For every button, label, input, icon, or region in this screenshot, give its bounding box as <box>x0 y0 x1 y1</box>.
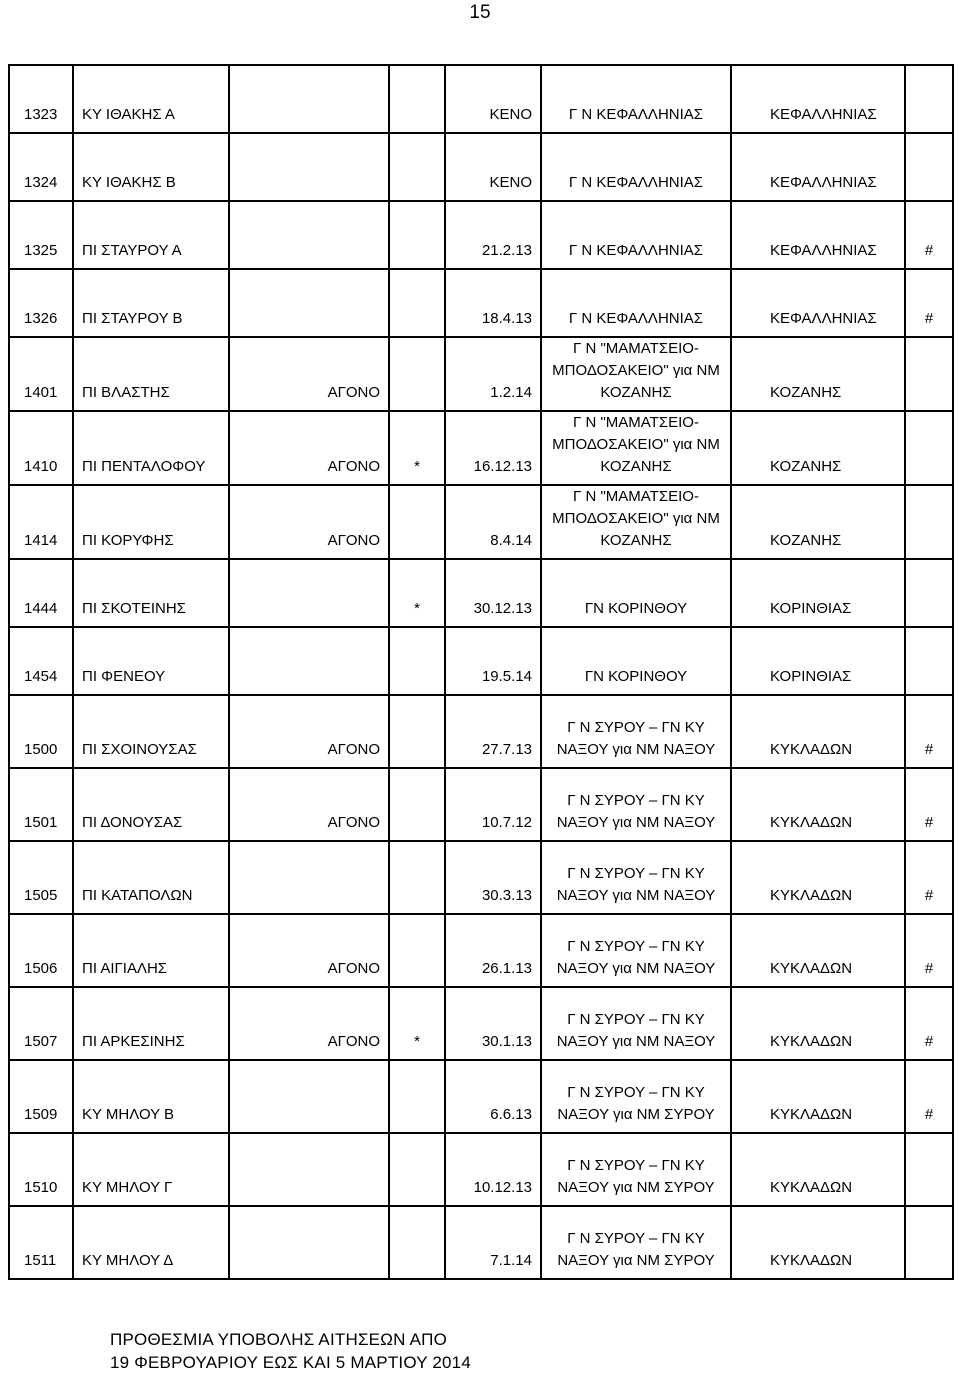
prefecture: ΚΥΚΛΑΔΩΝ <box>770 960 853 977</box>
hash-flag-cell <box>905 627 953 695</box>
vacancy-date-cell <box>445 269 541 337</box>
deadline-line-1: ΠΡΟΘΕΣΜΙΑ ΥΠΟΒΟΛΗΣ ΑΙΤΗΣΕΩΝ ΑΠΟ <box>110 1330 448 1349</box>
agono-flag: ΑΓΟΝΟ <box>327 384 380 401</box>
post-code-cell <box>9 65 73 133</box>
agono-flag-cell <box>229 914 389 987</box>
agono-flag-cell <box>229 627 389 695</box>
star-flag-cell <box>389 269 445 337</box>
hospital-name-cell <box>541 987 731 1060</box>
post-code-cell <box>9 914 73 987</box>
hash-flag <box>906 404 952 410</box>
hospital-name: ΓΝ ΚΟΡΙΝΘΟΥ <box>584 668 688 685</box>
prefecture: ΚΟΖΑΝΗΣ <box>770 532 842 549</box>
prefecture-cell <box>731 695 905 768</box>
table-row <box>9 768 953 841</box>
hash-flag-cell <box>905 65 953 133</box>
post-name-cell <box>73 914 229 987</box>
post-name-cell <box>73 201 229 269</box>
post-name: ΠΙ ΚΟΡΥΦΗΣ <box>82 532 174 549</box>
star-flag <box>390 1272 444 1278</box>
hospital-name: Γ Ν ΣΥΡΟΥ – ΓΝ ΚΥ ΝΑΞΟΥ για ΝΜ ΝΑΞΟΥ <box>556 1011 716 1050</box>
vacancy-date-cell <box>445 1060 541 1133</box>
agono-flag-cell <box>229 695 389 768</box>
post-code-cell <box>9 768 73 841</box>
star-flag <box>390 552 444 558</box>
hash-flag: # <box>924 887 934 904</box>
table-row <box>9 337 953 411</box>
hospital-name: Γ Ν ΚΕΦΑΛΛΗΝΙΑΣ <box>568 174 704 191</box>
hash-flag <box>906 552 952 558</box>
post-code: 1501 <box>24 814 58 831</box>
vacancy-date: 10.7.12 <box>481 814 532 831</box>
prefecture: ΚΕΦΑΛΛΗΝΙΑΣ <box>770 310 877 327</box>
agono-flag: ΑΓΟΝΟ <box>327 1033 380 1050</box>
hospital-name-cell <box>541 1206 731 1279</box>
hash-flag <box>906 688 952 694</box>
vacancy-date: 7.1.14 <box>490 1252 532 1269</box>
vacancy-date-cell <box>445 411 541 485</box>
hash-flag: # <box>924 814 934 831</box>
hospital-name: Γ Ν ΚΕΦΑΛΛΗΝΙΑΣ <box>568 310 704 327</box>
star-flag-cell <box>389 133 445 201</box>
hospital-name: Γ Ν "ΜΑΜΑΤΣΕΙΟ-ΜΠΟΔΟΣΑΚΕΙΟ" για ΝΜ ΚΟΖΑΝΗΣ <box>552 340 720 401</box>
star-flag <box>390 1199 444 1205</box>
hash-flag <box>906 620 952 626</box>
agono-flag: ΑΓΟΝΟ <box>327 814 380 831</box>
prefecture-cell <box>731 1133 905 1206</box>
agono-flag <box>230 620 388 626</box>
hospital-name-cell <box>541 695 731 768</box>
prefecture: ΚΥΚΛΑΔΩΝ <box>770 1033 853 1050</box>
agono-flag: ΑΓΟΝΟ <box>327 458 380 475</box>
vacancy-date: ΚΕΝΟ <box>489 106 532 123</box>
post-name: ΠΙ ΔΟΝΟΥΣΑΣ <box>82 814 183 831</box>
vacancy-date-cell <box>445 841 541 914</box>
vacancy-date-cell <box>445 914 541 987</box>
hash-flag-cell <box>905 768 953 841</box>
table-row <box>9 627 953 695</box>
hospital-name-cell <box>541 411 731 485</box>
agono-flag-cell <box>229 201 389 269</box>
prefecture-cell <box>731 1206 905 1279</box>
vacancy-date-cell <box>445 768 541 841</box>
hash-flag-cell <box>905 987 953 1060</box>
hospital-name-cell <box>541 65 731 133</box>
post-name-cell <box>73 987 229 1060</box>
post-code-cell <box>9 627 73 695</box>
vacancy-date-cell <box>445 559 541 627</box>
vacancy-date: ΚΕΝΟ <box>489 174 532 191</box>
agono-flag-cell <box>229 485 389 559</box>
prefecture: ΚΟΡΙΝΘΙΑΣ <box>770 600 852 617</box>
agono-flag-cell <box>229 559 389 627</box>
page-number: 15 <box>469 2 491 23</box>
prefecture: ΚΕΦΑΛΛΗΝΙΑΣ <box>770 242 877 259</box>
vacancy-date-cell <box>445 695 541 768</box>
hash-flag-cell <box>905 485 953 559</box>
prefecture: ΚΟΖΑΝΗΣ <box>770 458 842 475</box>
post-code-cell <box>9 485 73 559</box>
post-code-cell <box>9 1206 73 1279</box>
hospital-name: Γ Ν "ΜΑΜΑΤΣΕΙΟ-ΜΠΟΔΟΣΑΚΕΙΟ" για ΝΜ ΚΟΖΑΝΗΣ <box>552 488 720 549</box>
star-flag: * <box>414 600 420 617</box>
table-row <box>9 987 953 1060</box>
post-code-cell <box>9 201 73 269</box>
post-name: ΠΙ ΣΚΟΤΕΙΝΗΣ <box>82 600 186 617</box>
post-name-cell <box>73 768 229 841</box>
post-code: 1500 <box>24 741 58 758</box>
vacancy-date-cell <box>445 627 541 695</box>
hospital-name-cell <box>541 914 731 987</box>
prefecture: ΚΕΦΑΛΛΗΝΙΑΣ <box>770 106 877 123</box>
star-flag-cell <box>389 695 445 768</box>
prefecture-cell <box>731 269 905 337</box>
agono-flag-cell <box>229 768 389 841</box>
hospital-name: Γ Ν ΣΥΡΟΥ – ΓΝ ΚΥ ΝΑΞΟΥ για ΝΜ ΣΥΡΟΥ <box>557 1084 715 1123</box>
agono-flag-cell <box>229 269 389 337</box>
star-flag <box>390 688 444 694</box>
vacancy-date-cell <box>445 987 541 1060</box>
post-code: 1509 <box>24 1106 58 1123</box>
star-flag <box>390 330 444 336</box>
post-name: ΚΥ ΙΘΑΚΗΣ Β <box>82 174 176 191</box>
hash-flag-cell <box>905 841 953 914</box>
hash-flag: # <box>924 960 934 977</box>
vacancy-date: 1.2.14 <box>490 384 532 401</box>
vacancy-date: 10.12.13 <box>473 1179 532 1196</box>
vacancy-date: 8.4.14 <box>490 532 532 549</box>
table-row <box>9 914 953 987</box>
star-flag-cell <box>389 485 445 559</box>
star-flag-cell <box>389 1133 445 1206</box>
post-name-cell <box>73 269 229 337</box>
post-code-cell <box>9 337 73 411</box>
hospital-name-cell <box>541 1060 731 1133</box>
agono-flag: ΑΓΟΝΟ <box>327 532 380 549</box>
agono-flag: ΑΓΟΝΟ <box>327 741 380 758</box>
prefecture-cell <box>731 201 905 269</box>
table-row <box>9 269 953 337</box>
hospital-name-cell <box>541 337 731 411</box>
star-flag <box>390 761 444 767</box>
post-name: ΠΙ ΣΤΑΥΡΟΥ Α <box>82 242 182 259</box>
vacancy-date: 21.2.13 <box>481 242 532 259</box>
table-row <box>9 1206 953 1279</box>
prefecture-cell <box>731 337 905 411</box>
application-deadline-note <box>110 1328 471 1374</box>
hash-flag <box>906 478 952 484</box>
hospital-name-cell <box>541 485 731 559</box>
vacancy-date-cell <box>445 65 541 133</box>
agono-flag-cell <box>229 987 389 1060</box>
vacancy-date: 27.7.13 <box>481 741 532 758</box>
hospital-name-cell <box>541 559 731 627</box>
post-code-cell <box>9 269 73 337</box>
hospital-name-cell <box>541 768 731 841</box>
table-row <box>9 695 953 768</box>
hash-flag <box>906 194 952 200</box>
vacancy-date: 16.12.13 <box>473 458 532 475</box>
agono-flag-cell <box>229 841 389 914</box>
star-flag-cell <box>389 1206 445 1279</box>
hash-flag: # <box>924 310 934 327</box>
post-name: ΠΙ ΑΙΓΙΑΛΗΣ <box>82 960 168 977</box>
agono-flag <box>230 688 388 694</box>
post-name: ΚΥ ΜΗΛΟΥ Β <box>82 1106 175 1123</box>
hospital-name: Γ Ν "ΜΑΜΑΤΣΕΙΟ-ΜΠΟΔΟΣΑΚΕΙΟ" για ΝΜ ΚΟΖΑΝΗΣ <box>552 414 720 475</box>
agono-flag-cell <box>229 1060 389 1133</box>
post-code: 1414 <box>24 532 58 549</box>
prefecture-cell <box>731 133 905 201</box>
vacancy-date-cell <box>445 485 541 559</box>
table-row <box>9 841 953 914</box>
post-code: 1401 <box>24 384 58 401</box>
star-flag <box>390 980 444 986</box>
star-flag-cell <box>389 411 445 485</box>
table-row <box>9 133 953 201</box>
hash-flag: # <box>924 242 934 259</box>
hash-flag-cell <box>905 411 953 485</box>
agono-flag-cell <box>229 1133 389 1206</box>
prefecture: ΚΥΚΛΑΔΩΝ <box>770 1179 853 1196</box>
star-flag-cell <box>389 1060 445 1133</box>
hospital-name: Γ Ν ΣΥΡΟΥ – ΓΝ ΚΥ ΝΑΞΟΥ για ΝΜ ΣΥΡΟΥ <box>557 1157 715 1196</box>
star-flag-cell <box>389 914 445 987</box>
star-flag-cell <box>389 337 445 411</box>
hash-flag-cell <box>905 269 953 337</box>
post-code-cell <box>9 559 73 627</box>
vacancy-date-cell <box>445 201 541 269</box>
hospital-name-cell <box>541 841 731 914</box>
post-name: ΠΙ ΣΤΑΥΡΟΥ Β <box>82 310 183 327</box>
hospital-name-cell <box>541 133 731 201</box>
post-code-cell <box>9 841 73 914</box>
hash-flag-cell <box>905 201 953 269</box>
prefecture: ΚΕΦΑΛΛΗΝΙΑΣ <box>770 174 877 191</box>
table-row <box>9 1060 953 1133</box>
agono-flag: ΑΓΟΝΟ <box>327 960 380 977</box>
table-row <box>9 485 953 559</box>
post-code-cell <box>9 987 73 1060</box>
table-row <box>9 559 953 627</box>
hospital-name-cell <box>541 201 731 269</box>
hash-flag: # <box>924 1033 934 1050</box>
agono-flag <box>230 330 388 336</box>
prefecture: ΚΟΖΑΝΗΣ <box>770 384 842 401</box>
post-code: 1510 <box>24 1179 58 1196</box>
post-code: 1326 <box>24 310 58 327</box>
post-name-cell <box>73 65 229 133</box>
hash-flag-cell <box>905 1206 953 1279</box>
vacancy-date: 19.5.14 <box>481 668 532 685</box>
post-name: ΠΙ ΒΛΑΣΤΗΣ <box>82 384 170 401</box>
hospital-name: Γ Ν ΣΥΡΟΥ – ΓΝ ΚΥ ΝΑΞΟΥ για ΝΜ ΝΑΞΟΥ <box>556 719 716 758</box>
post-code: 1454 <box>24 668 58 685</box>
post-code: 1410 <box>24 458 58 475</box>
prefecture-cell <box>731 841 905 914</box>
prefecture: ΚΥΚΛΑΔΩΝ <box>770 887 853 904</box>
hash-flag <box>906 1272 952 1278</box>
hash-flag-cell <box>905 1133 953 1206</box>
prefecture: ΚΥΚΛΑΔΩΝ <box>770 1106 853 1123</box>
prefecture: ΚΟΡΙΝΘΙΑΣ <box>770 668 852 685</box>
post-name-cell <box>73 695 229 768</box>
star-flag <box>390 126 444 132</box>
star-flag-cell <box>389 841 445 914</box>
prefecture-cell <box>731 485 905 559</box>
prefecture-cell <box>731 914 905 987</box>
vacancy-date-cell <box>445 133 541 201</box>
post-code-cell <box>9 411 73 485</box>
post-name: ΚΥ ΜΗΛΟΥ Γ <box>82 1179 173 1196</box>
post-code: 1323 <box>24 106 58 123</box>
post-name: ΠΙ ΚΑΤΑΠΟΛΩΝ <box>82 887 193 904</box>
star-flag-cell <box>389 559 445 627</box>
vacancy-date: 30.3.13 <box>481 887 532 904</box>
vacancy-date-cell <box>445 1206 541 1279</box>
agono-flag <box>230 1272 388 1278</box>
post-name-cell <box>73 337 229 411</box>
hash-flag: # <box>924 1106 934 1123</box>
posts-table <box>8 64 954 1280</box>
star-flag-cell <box>389 65 445 133</box>
star-flag-cell <box>389 768 445 841</box>
post-code: 1325 <box>24 242 58 259</box>
vacancy-date-cell <box>445 1133 541 1206</box>
hospital-name: Γ Ν ΚΕΦΑΛΛΗΝΙΑΣ <box>568 242 704 259</box>
agono-flag-cell <box>229 133 389 201</box>
post-name-cell <box>73 411 229 485</box>
post-name-cell <box>73 1060 229 1133</box>
post-name: ΠΙ ΦΕΝΕΟΥ <box>82 668 166 685</box>
post-name-cell <box>73 559 229 627</box>
prefecture: ΚΥΚΛΑΔΩΝ <box>770 741 853 758</box>
prefecture-cell <box>731 65 905 133</box>
hospital-name: Γ Ν ΣΥΡΟΥ – ΓΝ ΚΥ ΝΑΞΟΥ για ΝΜ ΣΥΡΟΥ <box>557 1230 715 1269</box>
star-flag <box>390 194 444 200</box>
agono-flag-cell <box>229 337 389 411</box>
agono-flag <box>230 194 388 200</box>
hash-flag-cell <box>905 337 953 411</box>
vacancy-date: 18.4.13 <box>481 310 532 327</box>
prefecture: ΚΥΚΛΑΔΩΝ <box>770 814 853 831</box>
hash-flag <box>906 1199 952 1205</box>
star-flag <box>390 262 444 268</box>
prefecture-cell <box>731 559 905 627</box>
post-name-cell <box>73 133 229 201</box>
star-flag <box>390 1126 444 1132</box>
hash-flag <box>906 126 952 132</box>
agono-flag-cell <box>229 411 389 485</box>
post-code: 1444 <box>24 600 58 617</box>
post-code-cell <box>9 1133 73 1206</box>
hash-flag: # <box>924 741 934 758</box>
hospital-name: Γ Ν ΚΕΦΑΛΛΗΝΙΑΣ <box>568 106 704 123</box>
hospital-name-cell <box>541 1133 731 1206</box>
star-flag: * <box>414 458 420 475</box>
prefecture-cell <box>731 627 905 695</box>
post-name-cell <box>73 1133 229 1206</box>
deadline-line-2: 19 ΦΕΒΡΟΥΑΡΙΟΥ ΕΩΣ ΚΑΙ 5 ΜΑΡΤΙΟΥ 2014 <box>110 1353 471 1372</box>
prefecture-cell <box>731 411 905 485</box>
post-code: 1506 <box>24 960 58 977</box>
post-name: ΚΥ ΜΗΛΟΥ Δ <box>82 1252 174 1269</box>
post-code: 1324 <box>24 174 58 191</box>
star-flag <box>390 907 444 913</box>
hash-flag-cell <box>905 914 953 987</box>
post-code: 1505 <box>24 887 58 904</box>
post-code-cell <box>9 1060 73 1133</box>
agono-flag <box>230 262 388 268</box>
star-flag-cell <box>389 627 445 695</box>
star-flag-cell <box>389 987 445 1060</box>
table-row <box>9 201 953 269</box>
post-name: ΚΥ ΙΘΑΚΗΣ Α <box>82 106 175 123</box>
post-name-cell <box>73 1206 229 1279</box>
hash-flag-cell <box>905 133 953 201</box>
hospital-name-cell <box>541 269 731 337</box>
post-name-cell <box>73 841 229 914</box>
vacancy-date: 6.6.13 <box>490 1106 532 1123</box>
agono-flag <box>230 907 388 913</box>
post-name-cell <box>73 627 229 695</box>
hospital-name: Γ Ν ΣΥΡΟΥ – ΓΝ ΚΥ ΝΑΞΟΥ για ΝΜ ΝΑΞΟΥ <box>556 938 716 977</box>
table-row <box>9 65 953 133</box>
prefecture-cell <box>731 987 905 1060</box>
post-code: 1507 <box>24 1033 58 1050</box>
agono-flag <box>230 1199 388 1205</box>
vacancy-date: 26.1.13 <box>481 960 532 977</box>
hospital-name: ΓΝ ΚΟΡΙΝΘΟΥ <box>584 600 688 617</box>
prefecture: ΚΥΚΛΑΔΩΝ <box>770 1252 853 1269</box>
post-name: ΠΙ ΑΡΚΕΣΙΝΗΣ <box>82 1033 185 1050</box>
agono-flag-cell <box>229 65 389 133</box>
table-row <box>9 1133 953 1206</box>
star-flag <box>390 404 444 410</box>
vacancy-date: 30.12.13 <box>473 600 532 617</box>
hash-flag-cell <box>905 559 953 627</box>
post-name: ΠΙ ΠΕΝΤΑΛΟΦΟΥ <box>82 458 206 475</box>
vacancy-date: 30.1.13 <box>481 1033 532 1050</box>
hospital-name: Γ Ν ΣΥΡΟΥ – ΓΝ ΚΥ ΝΑΞΟΥ για ΝΜ ΝΑΞΟΥ <box>556 865 716 904</box>
hash-flag-cell <box>905 1060 953 1133</box>
agono-flag <box>230 126 388 132</box>
post-code: 1511 <box>24 1252 57 1269</box>
post-name: ΠΙ ΣΧΟΙΝΟΥΣΑΣ <box>82 741 197 758</box>
star-flag-cell <box>389 201 445 269</box>
agono-flag <box>230 1126 388 1132</box>
hospital-name-cell <box>541 627 731 695</box>
prefecture-cell <box>731 1060 905 1133</box>
hash-flag-cell <box>905 695 953 768</box>
post-code-cell <box>9 133 73 201</box>
table-row <box>9 411 953 485</box>
prefecture-cell <box>731 768 905 841</box>
agono-flag-cell <box>229 1206 389 1279</box>
star-flag <box>390 834 444 840</box>
post-code-cell <box>9 695 73 768</box>
post-name-cell <box>73 485 229 559</box>
star-flag: * <box>414 1033 420 1050</box>
hospital-name: Γ Ν ΣΥΡΟΥ – ΓΝ ΚΥ ΝΑΞΟΥ για ΝΜ ΝΑΞΟΥ <box>556 792 716 831</box>
vacancy-date-cell <box>445 337 541 411</box>
